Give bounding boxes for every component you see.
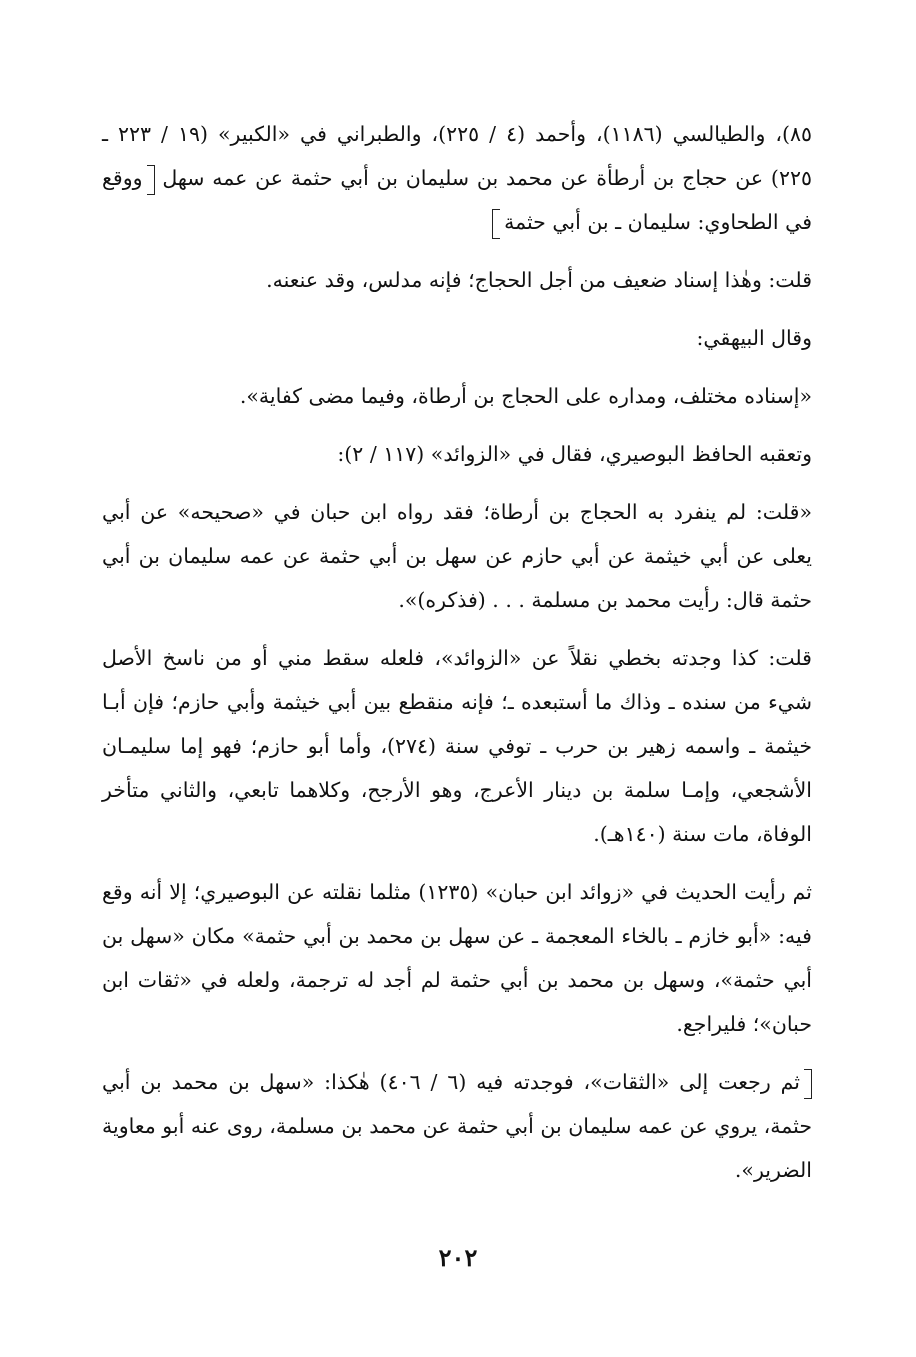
paragraph-1-text: ٨٥)، والطيالسي (١١٨٦)، وأحمد (٤ / ٢٢٥)، والطبراني في «الكبير» (١٩ / ٢٢٣ ـ ٢٢٥) عن حجاج بن أرطأة عن محمد بن سليمان بن أبي حثمة عن عمه سهل (102, 122, 812, 190)
paragraph-9 (102, 1060, 812, 1192)
paragraph-3: وقال البيهقي: (696, 326, 812, 350)
paragraph-4: «إسناده مختلف، ومداره على الحجاج بن أرطاة، وفيما مضى كفاية». (239, 384, 812, 408)
page-number: ٢٠٢ (438, 1243, 478, 1272)
paragraph-9-text: ثم رجعت إلى «الثقات»، فوجدته فيه (٦ / ٤٠٦) هٰكذا: «سهل بن محمد بن أبي حثمة، يروي عن عمه سليمان بن أبي حثمة عن محمد بن مسلمة، روى عنه أبو معاوية الضرير». (102, 1070, 812, 1182)
paragraph-1 (102, 112, 812, 244)
body-text (102, 112, 812, 1192)
bracket-close (492, 209, 500, 239)
bracket-open (147, 165, 155, 195)
bracket-open-2 (804, 1069, 812, 1099)
paragraph-7: قلت: كذا وجدته بخطي نقلاً عن «الزوائد»، فلعله سقط مني أو من ناسخ الأصل شيء من سنده ـ وذاك ما أستبعده ـ؛ فإنه منقطع بين أبي خيثمة وأبي حازم؛ فإن أبـا خيثمة ـ واسمه زهير بن حرب ـ توفي سنة (٢٧٤)، وأما أبو حازم؛ فهو إما سليمـان الأشجعي، وإمـا سلمة بن دينار الأعرج، وهو الأرجح، وكلاهما تابعي، والثاني متأخر الوفاة، مات سنة (١٤٠هـ). (102, 646, 813, 846)
paragraph-8: ثم رأيت الحديث في «زوائد ابن حبان» (١٢٣٥) مثلما نقلته عن البوصيري؛ إلا أنه وقع فيه: «أبو خازم ـ بالخاء المعجمة ـ عن سهل بن محمد بن أبي حثمة» مكان «سهل بن أبي حثمة»، وسهل بن محمد بن أبي حثمة لم أجد له ترجمة، ولعله في «ثقات ابن حبان»؛ فليراجع. (102, 880, 812, 1036)
paragraph-6: «قلت: لم ينفرد به الحجاج بن أرطاة؛ فقد رواه ابن حبان في «صحيحه» عن أبي يعلى عن أبي خيثمة عن أبي حازم عن سهل بن أبي حثمة عن عمه سليمان بن أبي حثمة قال: رأيت محمد بن مسلمة . . . (فذكره)». (102, 500, 812, 612)
paragraph-2: قلت: وهٰذا إسناد ضعيف من أجل الحجاج؛ فإنه مدلس، وقد عنعنه. (266, 268, 812, 292)
paragraph-5: وتعقبه الحافظ البوصيري، فقال في «الزوائد» (١١٧ / ٢): (337, 442, 812, 466)
bracketed-note: ووقع في الطحاوي: سليمان ـ بن أبي حثمة (102, 166, 812, 234)
